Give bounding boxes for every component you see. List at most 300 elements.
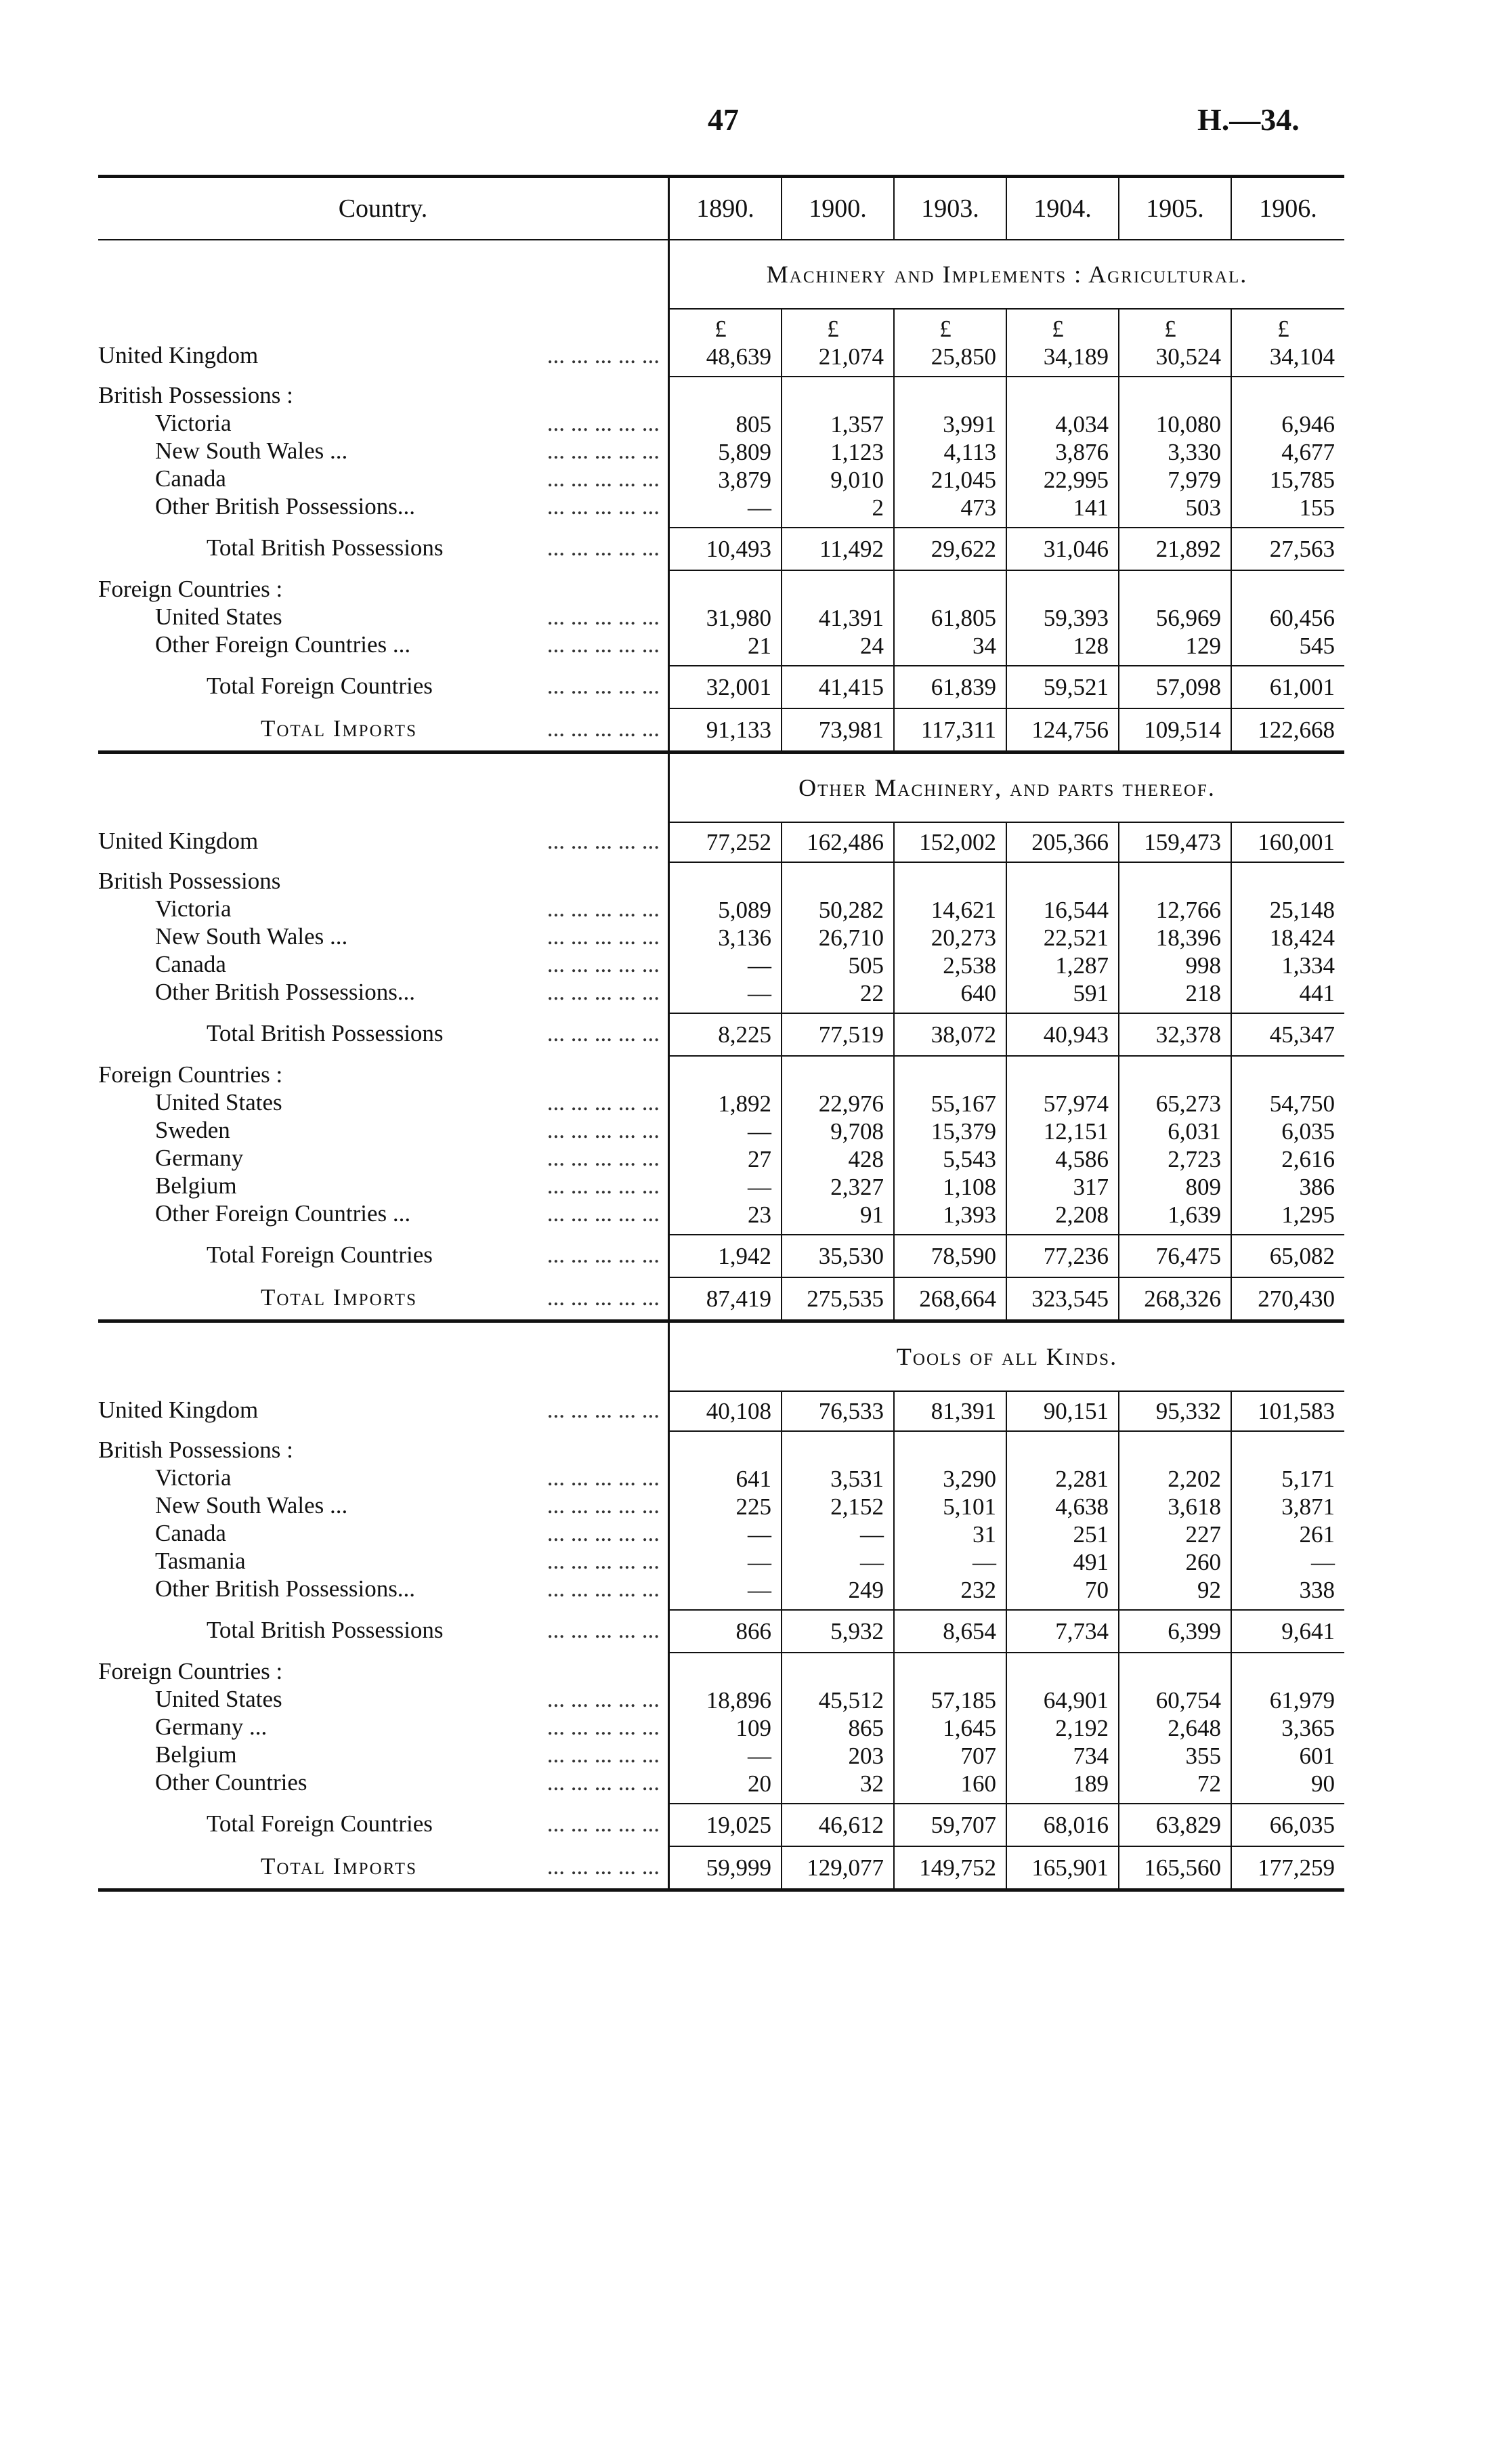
cell-value: 20 — [748, 1770, 771, 1797]
row-values — [668, 862, 1344, 1013]
cell-value: 128 — [1073, 633, 1109, 659]
cell-value: 91 — [860, 1202, 884, 1228]
cell-value: 129,077 — [807, 1854, 884, 1881]
cell-value: 3,531 — [830, 1466, 884, 1492]
cell-value: 76,475 — [1155, 1243, 1221, 1269]
group-row — [98, 1390, 1344, 1430]
value-column — [1232, 863, 1344, 1013]
cell-value: 68,016 — [1043, 1812, 1109, 1838]
cell-value: 23 — [748, 1202, 771, 1228]
cell-value: 5,171 — [1281, 1466, 1335, 1492]
section-title: Tools of all Kinds. — [896, 1343, 1118, 1370]
row-values — [668, 1846, 1344, 1888]
value-column — [782, 1057, 895, 1234]
cell-value: 2,202 — [1168, 1466, 1221, 1492]
cell-value: 165,560 — [1144, 1854, 1221, 1881]
cell-value: — — [1311, 1549, 1335, 1575]
currency-symbol: £ — [714, 316, 727, 342]
cell-value: 73,981 — [818, 717, 884, 743]
value-column — [1232, 528, 1344, 570]
row-label: ... ... ... ... ... United States — [98, 1685, 668, 1713]
cell-value: 61,805 — [931, 605, 996, 631]
value-column — [782, 1847, 895, 1888]
cell-value: 149,752 — [919, 1854, 996, 1881]
cell-value: 95,332 — [1155, 1398, 1221, 1424]
cell-value: 38,072 — [931, 1021, 996, 1048]
group-row — [98, 570, 1344, 665]
value-column — [895, 310, 1007, 376]
cell-value: 338 — [1299, 1577, 1335, 1603]
section-title-row — [98, 1323, 1344, 1390]
cell-value: 225 — [735, 1493, 771, 1520]
cell-value: 251 — [1073, 1521, 1109, 1548]
row-label: ... ... ... ... ... Total Foreign Countries — [98, 1241, 668, 1269]
row-label: ... ... ... ... ... Victoria — [98, 1464, 668, 1491]
cell-value: 2,723 — [1168, 1146, 1221, 1172]
value-column — [1232, 1804, 1344, 1846]
group-heading: British Possessions : — [98, 1436, 668, 1464]
value-column — [1119, 1432, 1232, 1609]
cell-value: 61,001 — [1269, 674, 1335, 700]
row-values — [668, 1277, 1344, 1319]
row-values — [668, 1803, 1344, 1846]
row-labels — [98, 862, 668, 1013]
value-column — [1119, 1611, 1232, 1652]
cell-value: 22 — [860, 980, 884, 1006]
cell-value: 162,486 — [807, 829, 884, 855]
cell-value: 41,415 — [818, 674, 884, 700]
row-label: ... ... ... ... ... Canada — [98, 950, 668, 978]
row-labels — [98, 527, 668, 570]
value-column — [1232, 377, 1344, 527]
cell-value: 77,252 — [706, 829, 771, 855]
cell-value: 31,046 — [1043, 536, 1109, 562]
cell-value: 1,123 — [830, 439, 884, 465]
cell-value: 27 — [748, 1146, 771, 1172]
value-column — [1007, 1432, 1119, 1609]
cell-value: 77,236 — [1043, 1243, 1109, 1269]
group-row — [98, 1430, 1344, 1609]
year-column-header: 1900. — [782, 178, 895, 239]
cell-value: 59,999 — [706, 1854, 771, 1881]
row-label: ... ... ... ... ... New South Wales ... — [98, 922, 668, 950]
value-column — [670, 666, 782, 708]
row-labels — [98, 1013, 668, 1055]
value-column — [1232, 1235, 1344, 1277]
cell-value: 260 — [1185, 1549, 1221, 1575]
year-column-header: 1905. — [1119, 178, 1232, 239]
cell-value: 218 — [1185, 980, 1221, 1006]
cell-value: 8,654 — [943, 1618, 996, 1644]
cell-value: 232 — [960, 1577, 996, 1603]
cell-value: 9,010 — [830, 467, 884, 493]
total-row — [98, 1609, 1344, 1652]
value-column — [1232, 571, 1344, 665]
cell-value: 2,616 — [1281, 1146, 1335, 1172]
cell-value: 2 — [872, 494, 884, 521]
cell-value: 12,766 — [1155, 897, 1221, 923]
cell-value: 65,082 — [1269, 1243, 1335, 1269]
value-column — [895, 1014, 1007, 1055]
cell-value: 5,543 — [943, 1146, 996, 1172]
cell-value: 1,295 — [1281, 1202, 1335, 1228]
row-label: ... ... ... ... ... Total Imports — [98, 1852, 668, 1880]
currency-symbol: £ — [1164, 316, 1176, 342]
value-column — [895, 1432, 1007, 1609]
row-values — [668, 1652, 1344, 1803]
cell-value: 24 — [860, 633, 884, 659]
group-heading: British Possessions — [98, 867, 668, 895]
value-column — [895, 1057, 1007, 1234]
row-values — [668, 1013, 1344, 1055]
cell-value: 866 — [735, 1618, 771, 1644]
cell-value: 60,754 — [1155, 1687, 1221, 1714]
row-label: ... ... ... ... ... New South Wales ... — [98, 1491, 668, 1519]
cell-value: 7,979 — [1168, 467, 1221, 493]
cell-value: 57,185 — [931, 1687, 996, 1714]
value-column — [670, 709, 782, 750]
row-values — [668, 1430, 1344, 1609]
value-column — [1232, 1392, 1344, 1430]
cell-value: 249 — [848, 1577, 884, 1603]
row-label: ... ... ... ... ... Tasmania — [98, 1547, 668, 1575]
cell-value: 6,035 — [1281, 1118, 1335, 1145]
row-labels — [98, 708, 668, 750]
value-column — [782, 571, 895, 665]
cell-value: 14,621 — [931, 897, 996, 923]
value-column — [1119, 1235, 1232, 1277]
row-label: ... ... ... ... ... Germany — [98, 1144, 668, 1172]
cell-value: 9,641 — [1281, 1618, 1335, 1644]
cell-value: 22,976 — [818, 1090, 884, 1117]
row-label: ... ... ... ... ... New South Wales ... — [98, 437, 668, 465]
cell-value: 152,002 — [919, 829, 996, 855]
row-label: ... ... ... ... ... Other Countries — [98, 1768, 668, 1796]
value-column — [1119, 528, 1232, 570]
year-column-header: 1906. — [1259, 194, 1317, 223]
cell-value: 227 — [1185, 1521, 1221, 1548]
value-column — [670, 1014, 782, 1055]
group-row — [98, 1652, 1344, 1803]
row-label: ... ... ... ... ... United Kingdom — [98, 828, 660, 854]
value-column — [670, 528, 782, 570]
value-column — [895, 1611, 1007, 1652]
cell-value: 25,850 — [931, 343, 996, 370]
column-header-row — [98, 178, 1344, 239]
value-column — [1119, 863, 1232, 1013]
row-label: ... ... ... ... ... Germany ... — [98, 1713, 668, 1741]
value-column — [670, 1432, 782, 1609]
value-column — [782, 1653, 895, 1803]
value-column — [782, 1611, 895, 1652]
row-values — [668, 665, 1344, 708]
total-row — [98, 665, 1344, 708]
row-labels — [98, 665, 668, 708]
cell-value: 40,108 — [706, 1398, 771, 1424]
cell-value: 3,618 — [1168, 1493, 1221, 1520]
cell-value: 3,876 — [1055, 439, 1109, 465]
cell-value: 6,946 — [1281, 411, 1335, 438]
cell-value: — — [860, 1549, 884, 1575]
cell-value: 3,136 — [718, 925, 771, 951]
row-label: ... ... ... ... ... Belgium — [98, 1741, 668, 1768]
row-label: ... ... ... ... ... United Kingdom — [98, 342, 660, 368]
cell-value: 7,734 — [1055, 1618, 1109, 1644]
row-labels — [98, 1430, 668, 1609]
cell-value: 22,521 — [1043, 925, 1109, 951]
cell-value: 2,281 — [1055, 1466, 1109, 1492]
value-column — [1232, 666, 1344, 708]
cell-value: 261 — [1299, 1521, 1335, 1548]
value-column — [1119, 1804, 1232, 1846]
cell-value: 57,974 — [1043, 1090, 1109, 1117]
cell-value: 19,025 — [706, 1812, 771, 1838]
cell-value: 317 — [1073, 1174, 1109, 1200]
cell-value: 56,969 — [1155, 605, 1221, 631]
cell-value: — — [748, 1577, 771, 1603]
value-column — [1007, 823, 1119, 862]
total-row — [98, 527, 1344, 570]
cell-value: 268,326 — [1144, 1286, 1221, 1312]
cell-value: 591 — [1073, 980, 1109, 1006]
cell-value: 92 — [1197, 1577, 1221, 1603]
cell-value: 32 — [860, 1770, 884, 1797]
cell-value: 54,750 — [1269, 1090, 1335, 1117]
cell-value: 20,273 — [931, 925, 996, 951]
cell-value: 6,031 — [1168, 1118, 1221, 1145]
value-column — [1119, 1014, 1232, 1055]
cell-value: 101,583 — [1258, 1398, 1335, 1424]
cell-value: 50,282 — [818, 897, 884, 923]
value-column — [670, 1057, 782, 1234]
value-column — [1232, 1014, 1344, 1055]
cell-value: 109,514 — [1144, 717, 1221, 743]
cell-value: 491 — [1073, 1549, 1109, 1575]
cell-value: 141 — [1073, 494, 1109, 521]
value-column — [1119, 1057, 1232, 1234]
cell-value: — — [748, 1521, 771, 1548]
grand-total-row — [98, 1277, 1344, 1319]
value-column — [782, 1432, 895, 1609]
cell-value: 1,892 — [718, 1090, 771, 1117]
row-values — [668, 308, 1344, 376]
cell-value: 26,710 — [818, 925, 884, 951]
cell-value: 5,932 — [830, 1618, 884, 1644]
cell-value: 117,311 — [920, 717, 996, 743]
row-labels — [98, 1652, 668, 1803]
cell-value: 441 — [1299, 980, 1335, 1006]
value-column — [1007, 1057, 1119, 1234]
value-column — [782, 823, 895, 862]
cell-value: 60,456 — [1269, 605, 1335, 631]
cell-value: 109 — [735, 1715, 771, 1741]
cell-value: 4,034 — [1055, 411, 1109, 438]
row-label: ... ... ... ... ... Belgium — [98, 1172, 668, 1199]
cell-value: 78,590 — [931, 1243, 996, 1269]
cell-value: 4,638 — [1055, 1493, 1109, 1520]
value-column — [1007, 310, 1119, 376]
cell-value: 2,208 — [1055, 1202, 1109, 1228]
section-title-row — [98, 754, 1344, 822]
value-column — [895, 1278, 1007, 1319]
value-column — [1232, 1057, 1344, 1234]
value-column — [670, 571, 782, 665]
value-column — [670, 823, 782, 862]
cell-value: 21 — [748, 633, 771, 659]
imports-table — [98, 175, 1344, 1892]
cell-value: 22,995 — [1043, 467, 1109, 493]
value-column — [1007, 1653, 1119, 1803]
cell-value: 4,677 — [1281, 439, 1335, 465]
value-column — [782, 863, 895, 1013]
cell-value: 21,892 — [1155, 536, 1221, 562]
row-label: ... ... ... ... ... Other Foreign Countries ... — [98, 1199, 668, 1227]
row-label: ... ... ... ... ... Other British Possessions... — [98, 492, 668, 520]
value-column — [895, 1653, 1007, 1803]
row-label: ... ... ... ... ... Sweden — [98, 1116, 668, 1144]
cell-value: 61,839 — [931, 674, 996, 700]
cell-value: 59,521 — [1043, 674, 1109, 700]
cell-value: 1,645 — [943, 1715, 996, 1741]
cell-value: 77,519 — [818, 1021, 884, 1048]
cell-value: 734 — [1073, 1743, 1109, 1769]
value-column — [670, 310, 782, 376]
row-label: ... ... ... ... ... Total British Possessions — [98, 534, 668, 561]
cell-value: 129 — [1185, 633, 1221, 659]
row-values — [668, 570, 1344, 665]
value-column — [782, 377, 895, 527]
cell-value: 2,538 — [943, 952, 996, 979]
cell-value: 165,901 — [1031, 1854, 1109, 1881]
cell-value: 45,512 — [818, 1687, 884, 1714]
value-column — [670, 1653, 782, 1803]
cell-value: 32,378 — [1155, 1021, 1221, 1048]
cell-value: 160 — [960, 1770, 996, 1797]
value-column — [670, 1235, 782, 1277]
cell-value: 707 — [960, 1743, 996, 1769]
cell-value: — — [748, 952, 771, 979]
cell-value: 76,533 — [818, 1398, 884, 1424]
cell-value: 10,493 — [706, 536, 771, 562]
cell-value: 159,473 — [1144, 829, 1221, 855]
cell-value: 57,098 — [1155, 674, 1221, 700]
cell-value: 203 — [848, 1743, 884, 1769]
value-column — [1007, 1278, 1119, 1319]
value-column — [895, 1392, 1007, 1430]
cell-value: 59,393 — [1043, 605, 1109, 631]
row-labels — [98, 1609, 668, 1652]
value-column — [670, 1804, 782, 1846]
cell-value: 48,639 — [706, 343, 771, 370]
cell-value: 323,545 — [1031, 1286, 1109, 1312]
row-values — [668, 527, 1344, 570]
value-column — [670, 1392, 782, 1430]
value-column — [670, 863, 782, 1013]
cell-value: 90 — [1311, 1770, 1335, 1797]
row-values — [668, 376, 1344, 527]
cell-value: 268,664 — [919, 1286, 996, 1312]
row-label: ... ... ... ... ... Other Foreign Countries ... — [98, 631, 668, 658]
cell-value: — — [973, 1549, 996, 1575]
total-row — [98, 1803, 1344, 1846]
value-column — [782, 1278, 895, 1319]
cell-value: 59,707 — [931, 1812, 996, 1838]
cell-value: 63,829 — [1155, 1812, 1221, 1838]
cell-value: 865 — [848, 1715, 884, 1741]
grand-total-row — [98, 1846, 1344, 1888]
cell-value: 5,089 — [718, 897, 771, 923]
value-column — [1232, 1653, 1344, 1803]
cell-value: 81,391 — [931, 1398, 996, 1424]
value-column — [782, 310, 895, 376]
value-column — [782, 528, 895, 570]
value-column — [1232, 1847, 1344, 1888]
group-heading: Foreign Countries : — [98, 575, 668, 603]
cell-value: 275,535 — [807, 1286, 884, 1312]
cell-value: 21,074 — [818, 343, 884, 370]
value-column — [895, 709, 1007, 750]
cell-value: 40,943 — [1043, 1021, 1109, 1048]
cell-value: 10,080 — [1155, 411, 1221, 438]
cell-value: 2,327 — [830, 1174, 884, 1200]
value-column — [1119, 377, 1232, 527]
value-column — [1007, 528, 1119, 570]
row-labels — [98, 1055, 668, 1234]
value-column — [895, 863, 1007, 1013]
cell-value: 386 — [1299, 1174, 1335, 1200]
year-column-header: 1890. — [670, 178, 782, 239]
value-column — [670, 1847, 782, 1888]
cell-value: — — [748, 1174, 771, 1200]
cell-value: 8,225 — [718, 1021, 771, 1048]
cell-value: 503 — [1185, 494, 1221, 521]
cell-value: 124,756 — [1031, 717, 1109, 743]
group-heading: Foreign Countries : — [98, 1061, 668, 1088]
value-column — [1119, 1392, 1232, 1430]
cell-value: 3,290 — [943, 1466, 996, 1492]
value-column — [1007, 1392, 1119, 1430]
row-label: ... ... ... ... ... Total Imports — [98, 1283, 668, 1311]
cell-value: 30,524 — [1155, 343, 1221, 370]
cell-value: 16,544 — [1043, 897, 1109, 923]
cell-value: 72 — [1197, 1770, 1221, 1797]
cell-value: 1,639 — [1168, 1202, 1221, 1228]
section-title: Machinery and Implements : Agricultural. — [766, 261, 1248, 288]
value-column — [1007, 1804, 1119, 1846]
cell-value: — — [748, 980, 771, 1006]
group-row — [98, 862, 1344, 1013]
row-values — [668, 1390, 1344, 1430]
year-column-header: 1903. — [895, 178, 1007, 239]
cell-value: 640 — [960, 980, 996, 1006]
cell-value: 5,101 — [943, 1493, 996, 1520]
cell-value: 18,896 — [706, 1687, 771, 1714]
cell-value: 27,563 — [1269, 536, 1335, 562]
cell-value: 2,648 — [1168, 1715, 1221, 1741]
cell-value: 5,809 — [718, 439, 771, 465]
group-row — [98, 1055, 1344, 1234]
value-column — [1232, 1611, 1344, 1652]
country-column-header: Country. — [338, 194, 428, 223]
cell-value: 270,430 — [1258, 1286, 1335, 1312]
cell-value: 66,035 — [1269, 1812, 1335, 1838]
section-title-row — [98, 240, 1344, 308]
currency-symbol: £ — [1277, 316, 1289, 342]
value-column — [895, 666, 1007, 708]
value-column — [1007, 1611, 1119, 1652]
cell-value: 505 — [848, 952, 884, 979]
cell-value: 12,151 — [1043, 1118, 1109, 1145]
